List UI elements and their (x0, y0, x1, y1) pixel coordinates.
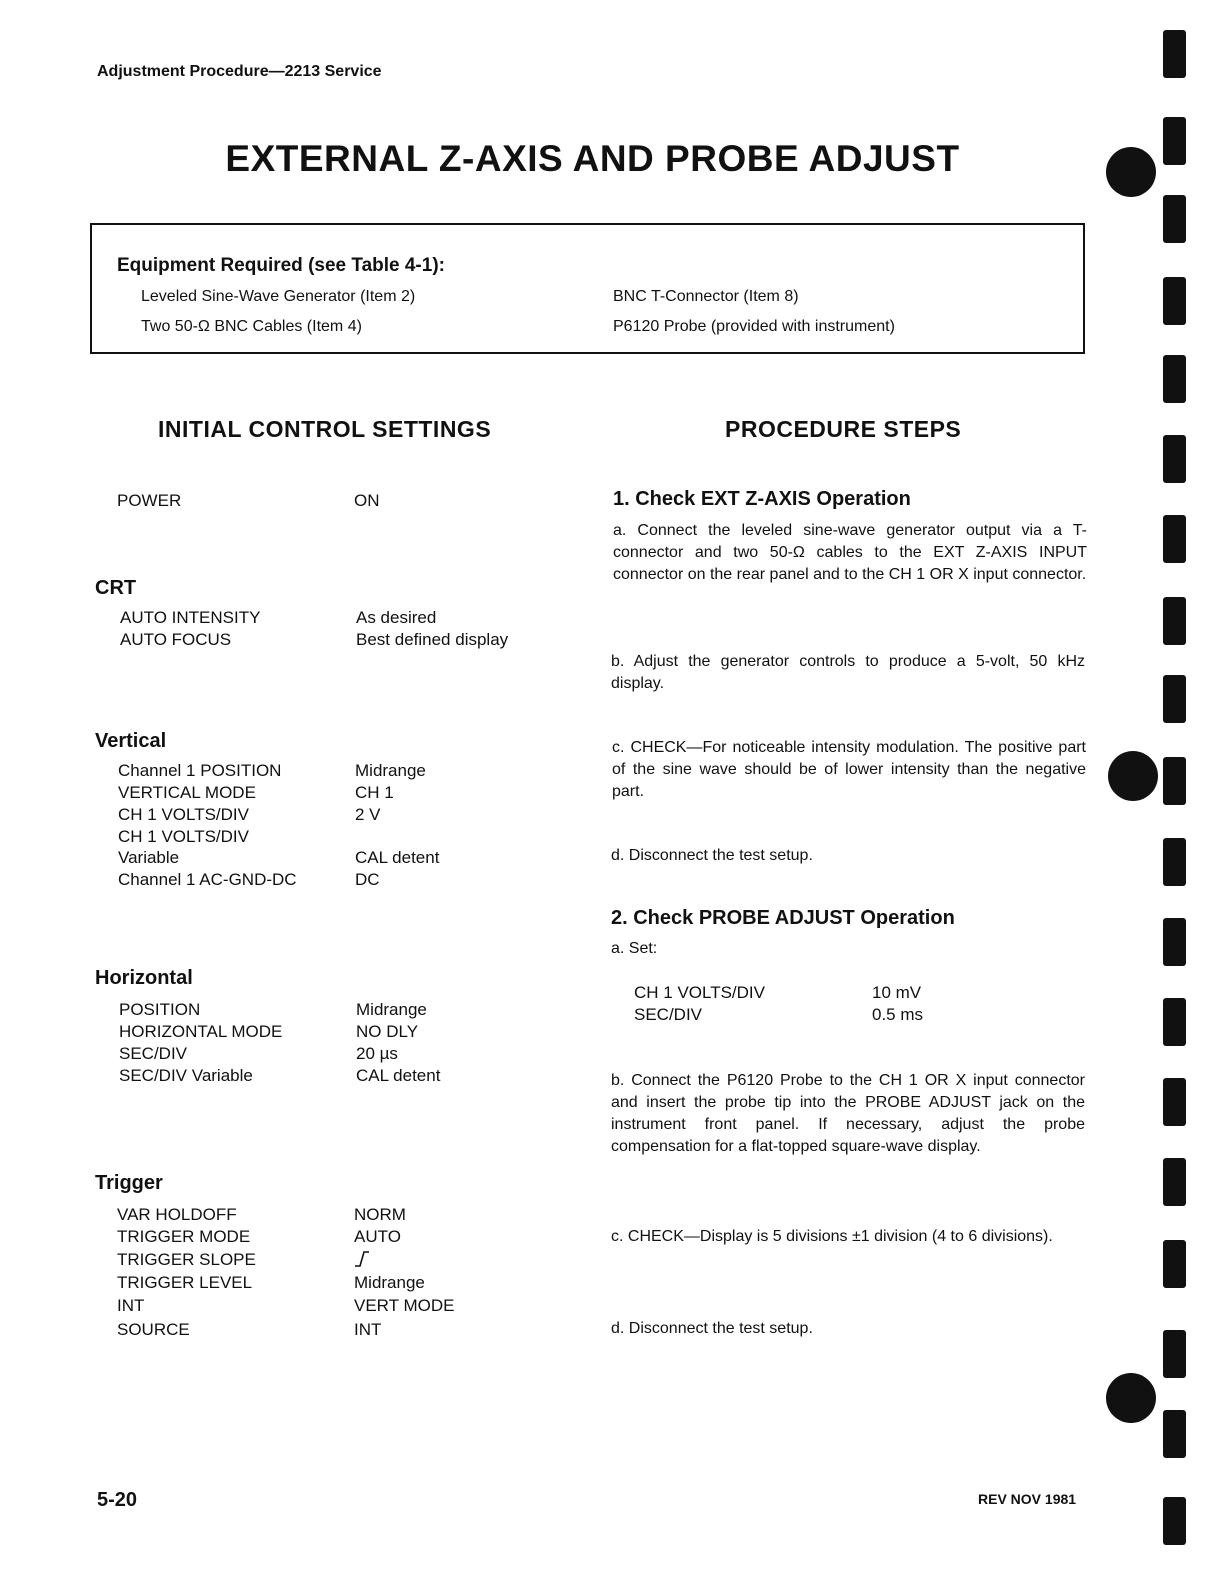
step-paragraph: c. CHECK—For noticeable intensity modulation. The positive part of the sine wave should be of lower intensity than the negative part. (612, 739, 1086, 800)
setting-label: Channel 1 POSITION (118, 761, 282, 780)
setting-label: SEC/DIV Variable (119, 1066, 253, 1085)
setting-label: CH 1 VOLTS/DIV (634, 983, 765, 1002)
binder-mark (1163, 1078, 1186, 1126)
equipment-item: P6120 Probe (provided with instrument) (613, 318, 895, 335)
binder-mark (1163, 277, 1186, 325)
binder-mark (1163, 117, 1186, 165)
step-paragraph: d. Disconnect the test setup. (611, 847, 813, 864)
running-head: Adjustment Procedure—2213 Service (97, 63, 382, 80)
binder-mark (1163, 1330, 1186, 1378)
binder-mark (1163, 515, 1186, 563)
setting-value: ON (354, 491, 380, 510)
binder-mark (1163, 195, 1186, 243)
binder-mark (1163, 1497, 1186, 1545)
setting-label: INT (117, 1296, 145, 1315)
step-paragraph: d. Disconnect the test setup. (611, 1320, 813, 1337)
setting-value: CH 1 (355, 783, 394, 802)
setting-value: 20 µs (356, 1044, 398, 1063)
equipment-item: Leveled Sine-Wave Generator (Item 2) (141, 288, 416, 305)
setting-value: As desired (356, 608, 437, 627)
binder-mark (1163, 355, 1186, 403)
binder-hole (1108, 751, 1158, 801)
setting-label: VERTICAL MODE (118, 783, 256, 802)
setting-label: CH 1 VOLTS/DIV (118, 827, 249, 846)
setting-label: Channel 1 AC-GND-DC (118, 870, 297, 889)
settings-heading: INITIAL CONTROL SETTINGS (158, 416, 492, 442)
setting-label: AUTO INTENSITY (120, 608, 261, 627)
setting-label: VAR HOLDOFF (117, 1205, 237, 1224)
binder-mark (1163, 998, 1186, 1046)
binder-mark (1163, 435, 1186, 483)
setting-value: CAL detent (356, 1066, 441, 1085)
crt-heading: CRT (95, 577, 137, 599)
setting-value: Midrange (354, 1273, 425, 1292)
setting-label: CH 1 VOLTS/DIV (118, 805, 249, 824)
setting-value: 10 mV (872, 983, 922, 1002)
binder-mark (1163, 838, 1186, 886)
binder-mark (1163, 757, 1186, 805)
setting-label: TRIGGER SLOPE (117, 1250, 256, 1269)
step-paragraph: a. Set: (611, 940, 658, 957)
setting-value: VERT MODE (354, 1296, 455, 1315)
binder-hole (1106, 1373, 1156, 1423)
equipment-item: Two 50-Ω BNC Cables (Item 4) (141, 318, 362, 335)
setting-label: POSITION (119, 1000, 201, 1019)
setting-label: TRIGGER MODE (117, 1227, 251, 1246)
setting-label: SEC/DIV (119, 1044, 188, 1063)
step-title: 1. Check EXT Z-AXIS Operation (613, 488, 911, 510)
horizontal-heading: Horizontal (95, 967, 193, 989)
step-title: 2. Check PROBE ADJUST Operation (611, 907, 955, 929)
revision-date: REV NOV 1981 (978, 1491, 1077, 1507)
setting-value: Midrange (355, 761, 426, 780)
setting-label: SOURCE (117, 1320, 190, 1339)
setting-value: Midrange (356, 1000, 427, 1019)
setting-value: 0.5 ms (872, 1005, 924, 1024)
setting-label: Variable (118, 848, 180, 867)
step-paragraph: c. CHECK—Display is 5 divisions ±1 division (4 to 6 divisions). (611, 1228, 1053, 1245)
binder-mark (1163, 1410, 1186, 1458)
equipment-heading: Equipment Required (see Table 4-1): (117, 255, 445, 276)
setting-label: HORIZONTAL MODE (119, 1022, 283, 1041)
setting-value: 2 V (355, 805, 381, 824)
binder-mark (1163, 597, 1186, 645)
binder-hole (1106, 147, 1156, 197)
setting-value: NORM (354, 1205, 406, 1224)
step-paragraph: a. Connect the leveled sine-wave generator output via a T-connector and two 50-Ω cables to the EXT Z-AXIS INPUT connector on the rear panel and to the CH 1 OR X input connector. (613, 522, 1087, 583)
vertical-heading: Vertical (95, 730, 167, 752)
setting-value: CAL detent (355, 848, 440, 867)
procedure-heading: PROCEDURE STEPS (725, 416, 962, 442)
setting-value: Best defined display (356, 630, 509, 649)
setting-label: POWER (117, 491, 182, 510)
binder-mark (1163, 30, 1186, 78)
binder-mark (1163, 675, 1186, 723)
setting-value: DC (355, 870, 380, 889)
setting-value: NO DLY (356, 1022, 419, 1041)
setting-label: SEC/DIV (634, 1005, 703, 1024)
setting-label: AUTO FOCUS (120, 630, 232, 649)
rising-slope-icon (354, 1250, 370, 1273)
binder-mark (1163, 1158, 1186, 1206)
page-title: EXTERNAL Z-AXIS AND PROBE ADJUST (225, 138, 960, 179)
setting-value: INT (354, 1320, 382, 1339)
setting-value: AUTO (354, 1227, 401, 1246)
equipment-item: BNC T-Connector (Item 8) (613, 288, 799, 305)
binder-mark (1163, 1240, 1186, 1288)
page-number: 5-20 (97, 1489, 138, 1511)
trigger-heading: Trigger (95, 1172, 163, 1194)
binder-mark (1163, 918, 1186, 966)
step-paragraph: b. Adjust the generator controls to produce a 5-volt, 50 kHz display. (611, 653, 1085, 692)
setting-label: TRIGGER LEVEL (117, 1273, 253, 1292)
step-paragraph: b. Connect the P6120 Probe to the CH 1 OR X input connector and insert the probe tip into the PROBE ADJUST jack on the instrument front panel. If necessary, adjust the probe compensation for a flat-topped square-wave display. (611, 1072, 1085, 1155)
